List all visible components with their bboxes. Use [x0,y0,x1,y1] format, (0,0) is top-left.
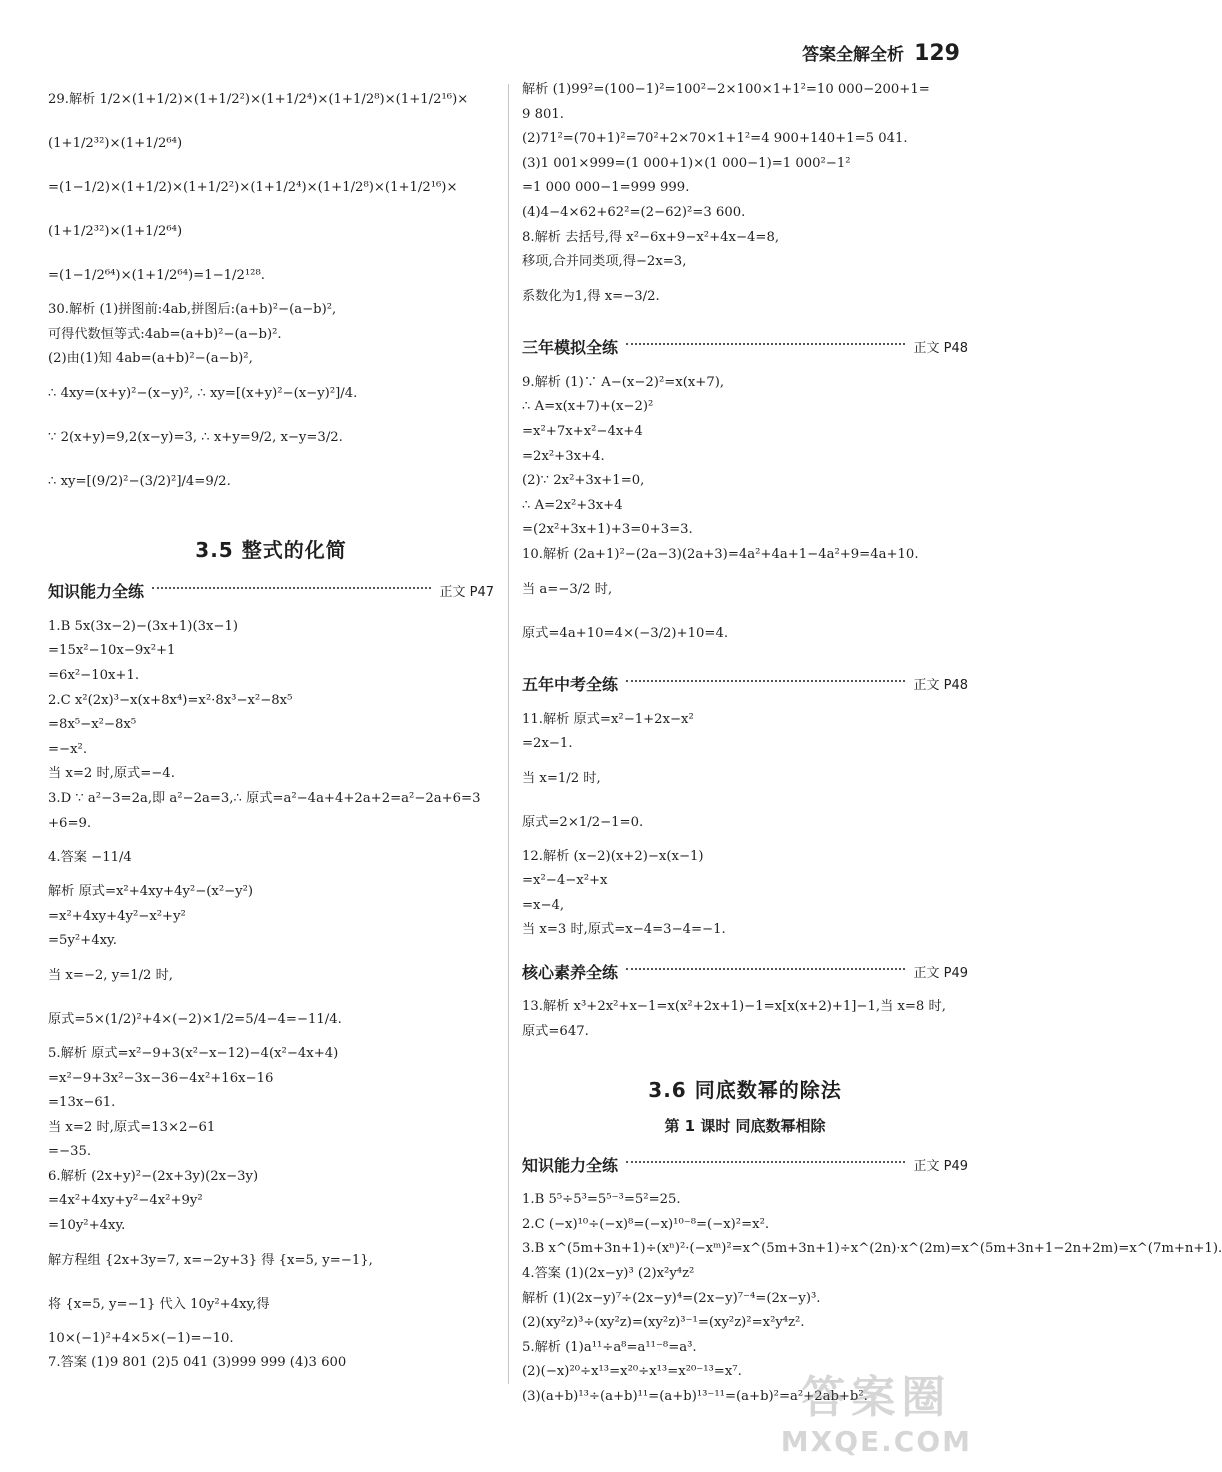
solution-line: 将 {x=5, y=−1} 代入 10y²+4xy,得 [48,1296,270,1312]
solution-line: (2)(−x)²⁰÷x¹³=x²⁰÷x¹³=x²⁰⁻¹³=x⁷. [522,1364,742,1380]
left-bottom-solutions [48,615,494,1376]
left-column [48,78,494,1376]
solution-line: 2.C (−x)¹⁰÷(−x)⁸=(−x)¹⁰⁻⁸=(−x)²=x². [522,1216,770,1232]
solution-line: 1.B 5⁵÷5³=5⁵⁻³=5²=25. [522,1192,681,1208]
solution-line: (1+1/2³²)×(1+1/2⁶⁴) [48,136,183,151]
solution-line: (3)(a+b)¹³÷(a+b)¹¹=(a+b)¹³⁻¹¹=(a+b)²=a²+2ab+b². [522,1389,868,1404]
solution-line: 29.解析 1/2×(1+1/2)×(1+1/2²)×(1+1/2⁴)×(1+1/2⁸)×(1+1/2¹⁶)× [48,92,469,107]
solution-line: 7.答案 (1)9 801 (2)5 041 (3)999 999 (4)3 600 [48,1355,347,1371]
banner-page-ref: 正文 P49 [913,965,968,981]
solution-line: =(1−1/2)×(1+1/2)×(1+1/2²)×(1+1/2⁴)×(1+1/2⁸)×(1+1/2¹⁶)× [48,180,458,195]
solution-line: ∵ 2(x+y)=9,2(x−y)=3, ∴ x+y=9/2, x−y=3/2. [48,429,343,445]
solution-line: =−35. [48,1144,92,1160]
solution-line: 系数化为1,得 x=−3/2. [522,288,660,304]
solution-line: 当 x=−2, y=1/2 时, [48,967,173,983]
solution-line: =10y²+4xy. [48,1218,126,1234]
header-title: 答案全解全析 [802,45,905,65]
column-divider [508,84,509,1384]
solution-line: =5y²+4xy. [48,933,117,949]
solution-line: =(1−1/2⁶⁴)×(1+1/2⁶⁴)=1−1/2¹²⁸. [48,268,265,283]
solution-line: 13.解析 x³+2x²+x−1=x(x²+2x+1)−1=x[x(x+2)+1]−1,当 x=8 时, [522,999,946,1015]
solution-line: ∴ 4xy=(x+y)²−(x−y)², ∴ xy=[(x+y)²−(x−y)²]/4. [48,385,358,401]
solution-line: =x−4, [522,897,565,913]
solution-line: +6=9. [48,815,92,831]
solution-line: =x²−4−x²+x [522,873,608,889]
dotted-leader [626,968,905,970]
dotted-leader [626,1161,905,1163]
solution-line: 当 x=2 时,原式=13×2−61 [48,1119,216,1135]
solution-line: 移项,合并同类项,得−2x=3, [522,254,687,270]
solution-line: =(2x²+3x+1)+3=0+3=3. [522,522,693,538]
banner-title: 知识能力全练 [522,1155,619,1175]
solution-line: 1.B 5x(3x−2)−(3x+1)(3x−1) [48,618,239,634]
solution-line: 原式=5×(1/2)²+4×(−2)×1/2=5/4−4=−11/4. [48,1011,342,1027]
banner-title: 核心素养全练 [522,962,619,982]
dotted-leader [152,587,431,589]
solution-line: 2.C x²(2x)³−x(x+8x⁴)=x²·8x³−x²−8x⁵ [48,692,293,708]
right-solutions-group-2 [522,708,968,944]
solution-line: 原式=2×1/2−1=0. [522,814,644,830]
solution-line: (1+1/2³²)×(1+1/2⁶⁴) [48,224,183,239]
lesson-title: 第 1 课时 同底数幂相除 [664,1117,826,1136]
solution-line: ∴ A=x(x+7)+(x−2)² [522,399,654,415]
solution-line: 5.解析 原式=x²−9+3(x²−x−12)−4(x²−4x+4) [48,1045,339,1061]
banner-title: 知识能力全练 [48,582,145,602]
solution-line: 当 x=3 时,原式=x−4=3−4=−1. [522,922,726,938]
solution-line: =x²+7x+x²−4x+4 [522,423,643,439]
solution-line: =13x−61. [48,1095,116,1111]
solution-line: =1 000 000−1=999 999. [522,180,690,196]
left-top-solutions [48,78,494,504]
watermark-text: 答案圈 [801,1372,952,1423]
right-column [522,78,1222,1410]
solution-line: ∴ xy=[(9/2)²−(3/2)²]/4=9/2. [48,473,231,489]
page-number: 129 [914,41,960,66]
solution-line: 12.解析 (x−2)(x+2)−x(x−1) [522,848,704,864]
solution-line: 原式=647. [522,1023,589,1039]
solution-line: =15x²−10x−9x²+1 [48,643,176,659]
solution-line: =2x²+3x+4. [522,448,605,464]
solution-line: (2)由(1)知 4ab=(a+b)²−(a−b)², [48,351,253,367]
banner-title: 三年模拟全练 [522,338,619,358]
banner-page-ref: 正文 P49 [913,1158,968,1174]
solution-line: 6.解析 (2x+y)²−(2x+3y)(2x−3y) [48,1168,259,1184]
solution-line: 原式=4a+10=4×(−3/2)+10=4. [522,625,729,641]
practice-banner [522,957,968,985]
solution-line: 10.解析 (2a+1)²−(2a−3)(2a+3)=4a²+4a+1−4a²+9=4a+10. [522,546,919,562]
solution-line: =x²+4xy+4y²−x²+y² [48,908,186,924]
solution-line: 解析 原式=x²+4xy+4y²−(x²−y²) [48,884,254,900]
practice-banner [522,333,968,361]
solution-line: =2x−1. [522,736,573,752]
solution-line: 解析 (1)(2x−y)⁷÷(2x−y)⁴=(2x−y)⁷⁻⁴=(2x−y)³. [522,1290,821,1306]
solution-line: 3.B x^(5m+3n+1)÷(xⁿ)²·(−xᵐ)²=x^(5m+3n+1)÷x^(2n)·x^(2m)=x^(5m+3n+1−2n+2m)=x^(7m+n+1). [522,1241,1222,1257]
solution-line: 3.D ∵ a²−3=2a,即 a²−2a=3,∴ 原式=a²−4a+4+2a+2=a²−2a+6=3 [48,790,481,806]
solution-line: 4.答案 (1)(2x−y)³ (2)x²y⁴z² [522,1266,695,1282]
solution-line: =6x²−10x+1. [48,667,140,683]
solution-line: 当 x=2 时,原式=−4. [48,766,175,782]
solution-line: (2)71²=(70+1)²=70²+2×70×1+1²=4 900+140+1=5 041. [522,131,908,147]
site-watermark [781,1361,972,1458]
solution-line: 4.答案 −11/4 [48,850,132,866]
right-solutions-group-3 [522,995,968,1044]
solution-line: 当 x=1/2 时, [522,770,601,786]
solution-line: 解析 (1)99²=(100−1)²=100²−2×100×1+1²=10 000−200+1= [522,82,930,97]
right-top-solutions [522,78,968,319]
solution-line: =4x²+4xy+y²−4x²+9y² [48,1193,203,1209]
solution-line: 9.解析 (1)∵ A−(x−2)²=x(x+7), [522,374,725,390]
solution-line: 11.解析 原式=x²−1+2x−x² [522,711,694,727]
solution-line: 可得代数恒等式:4ab=(a+b)²−(a−b)². [48,326,282,342]
solution-line: 9 801. [522,106,564,122]
practice-banner [522,1150,968,1178]
solution-line: (2)(xy²z)³÷(xy²z)=(xy²z)³⁻¹=(xy²z)²=x²y⁴z². [522,1315,805,1331]
banner-title: 五年中考全练 [522,675,619,694]
solution-line: 10×(−1)²+4×5×(−1)=−10. [48,1330,234,1346]
solution-line: =x²−9+3x²−3x−36−4x²+16x−16 [48,1070,274,1086]
solution-line: =−x². [48,741,88,757]
solution-line: 5.解析 (1)a¹¹÷a⁸=a¹¹⁻⁸=a³. [522,1339,697,1355]
dotted-leader [626,343,905,345]
watermark-url: MXQE.COM [780,1425,972,1458]
banner-page-ref: 正文 P47 [439,585,494,601]
practice-banner [522,670,968,698]
banner-page-ref: 正文 P48 [913,341,968,357]
solution-line: (3)1 001×999=(1 000+1)×(1 000−1)=1 000²−1² [522,155,851,171]
solution-line: =8x⁵−x²−8x⁵ [48,717,137,733]
solution-line: (2)∵ 2x²+3x+1=0, [522,473,645,489]
solution-line: ∴ A=2x²+3x+4 [522,497,623,513]
section-title: 3.5 整式的化简 [195,537,347,562]
section-title: 3.6 同底数幂的除法 [648,1078,842,1103]
solution-line: (4)4−4×62+62²=(2−62)²=3 600. [522,204,746,220]
solution-line: 当 a=−3/2 时, [522,581,613,597]
page-header [802,40,960,66]
practice-banner [48,577,494,605]
right-solutions-group-1 [522,371,968,656]
banner-page-ref: 正文 P48 [913,678,968,693]
solution-line: 30.解析 (1)拼图前:4ab,拼图后:(a+b)²−(a−b)², [48,302,337,317]
solution-line: 解方程组 {2x+3y=7, x=−2y+3} 得 {x=5, y=−1}, [48,1252,373,1268]
dotted-leader [626,680,905,682]
solution-line: 8.解析 去括号,得 x²−6x+9−x²+4x−4=8, [522,229,780,245]
